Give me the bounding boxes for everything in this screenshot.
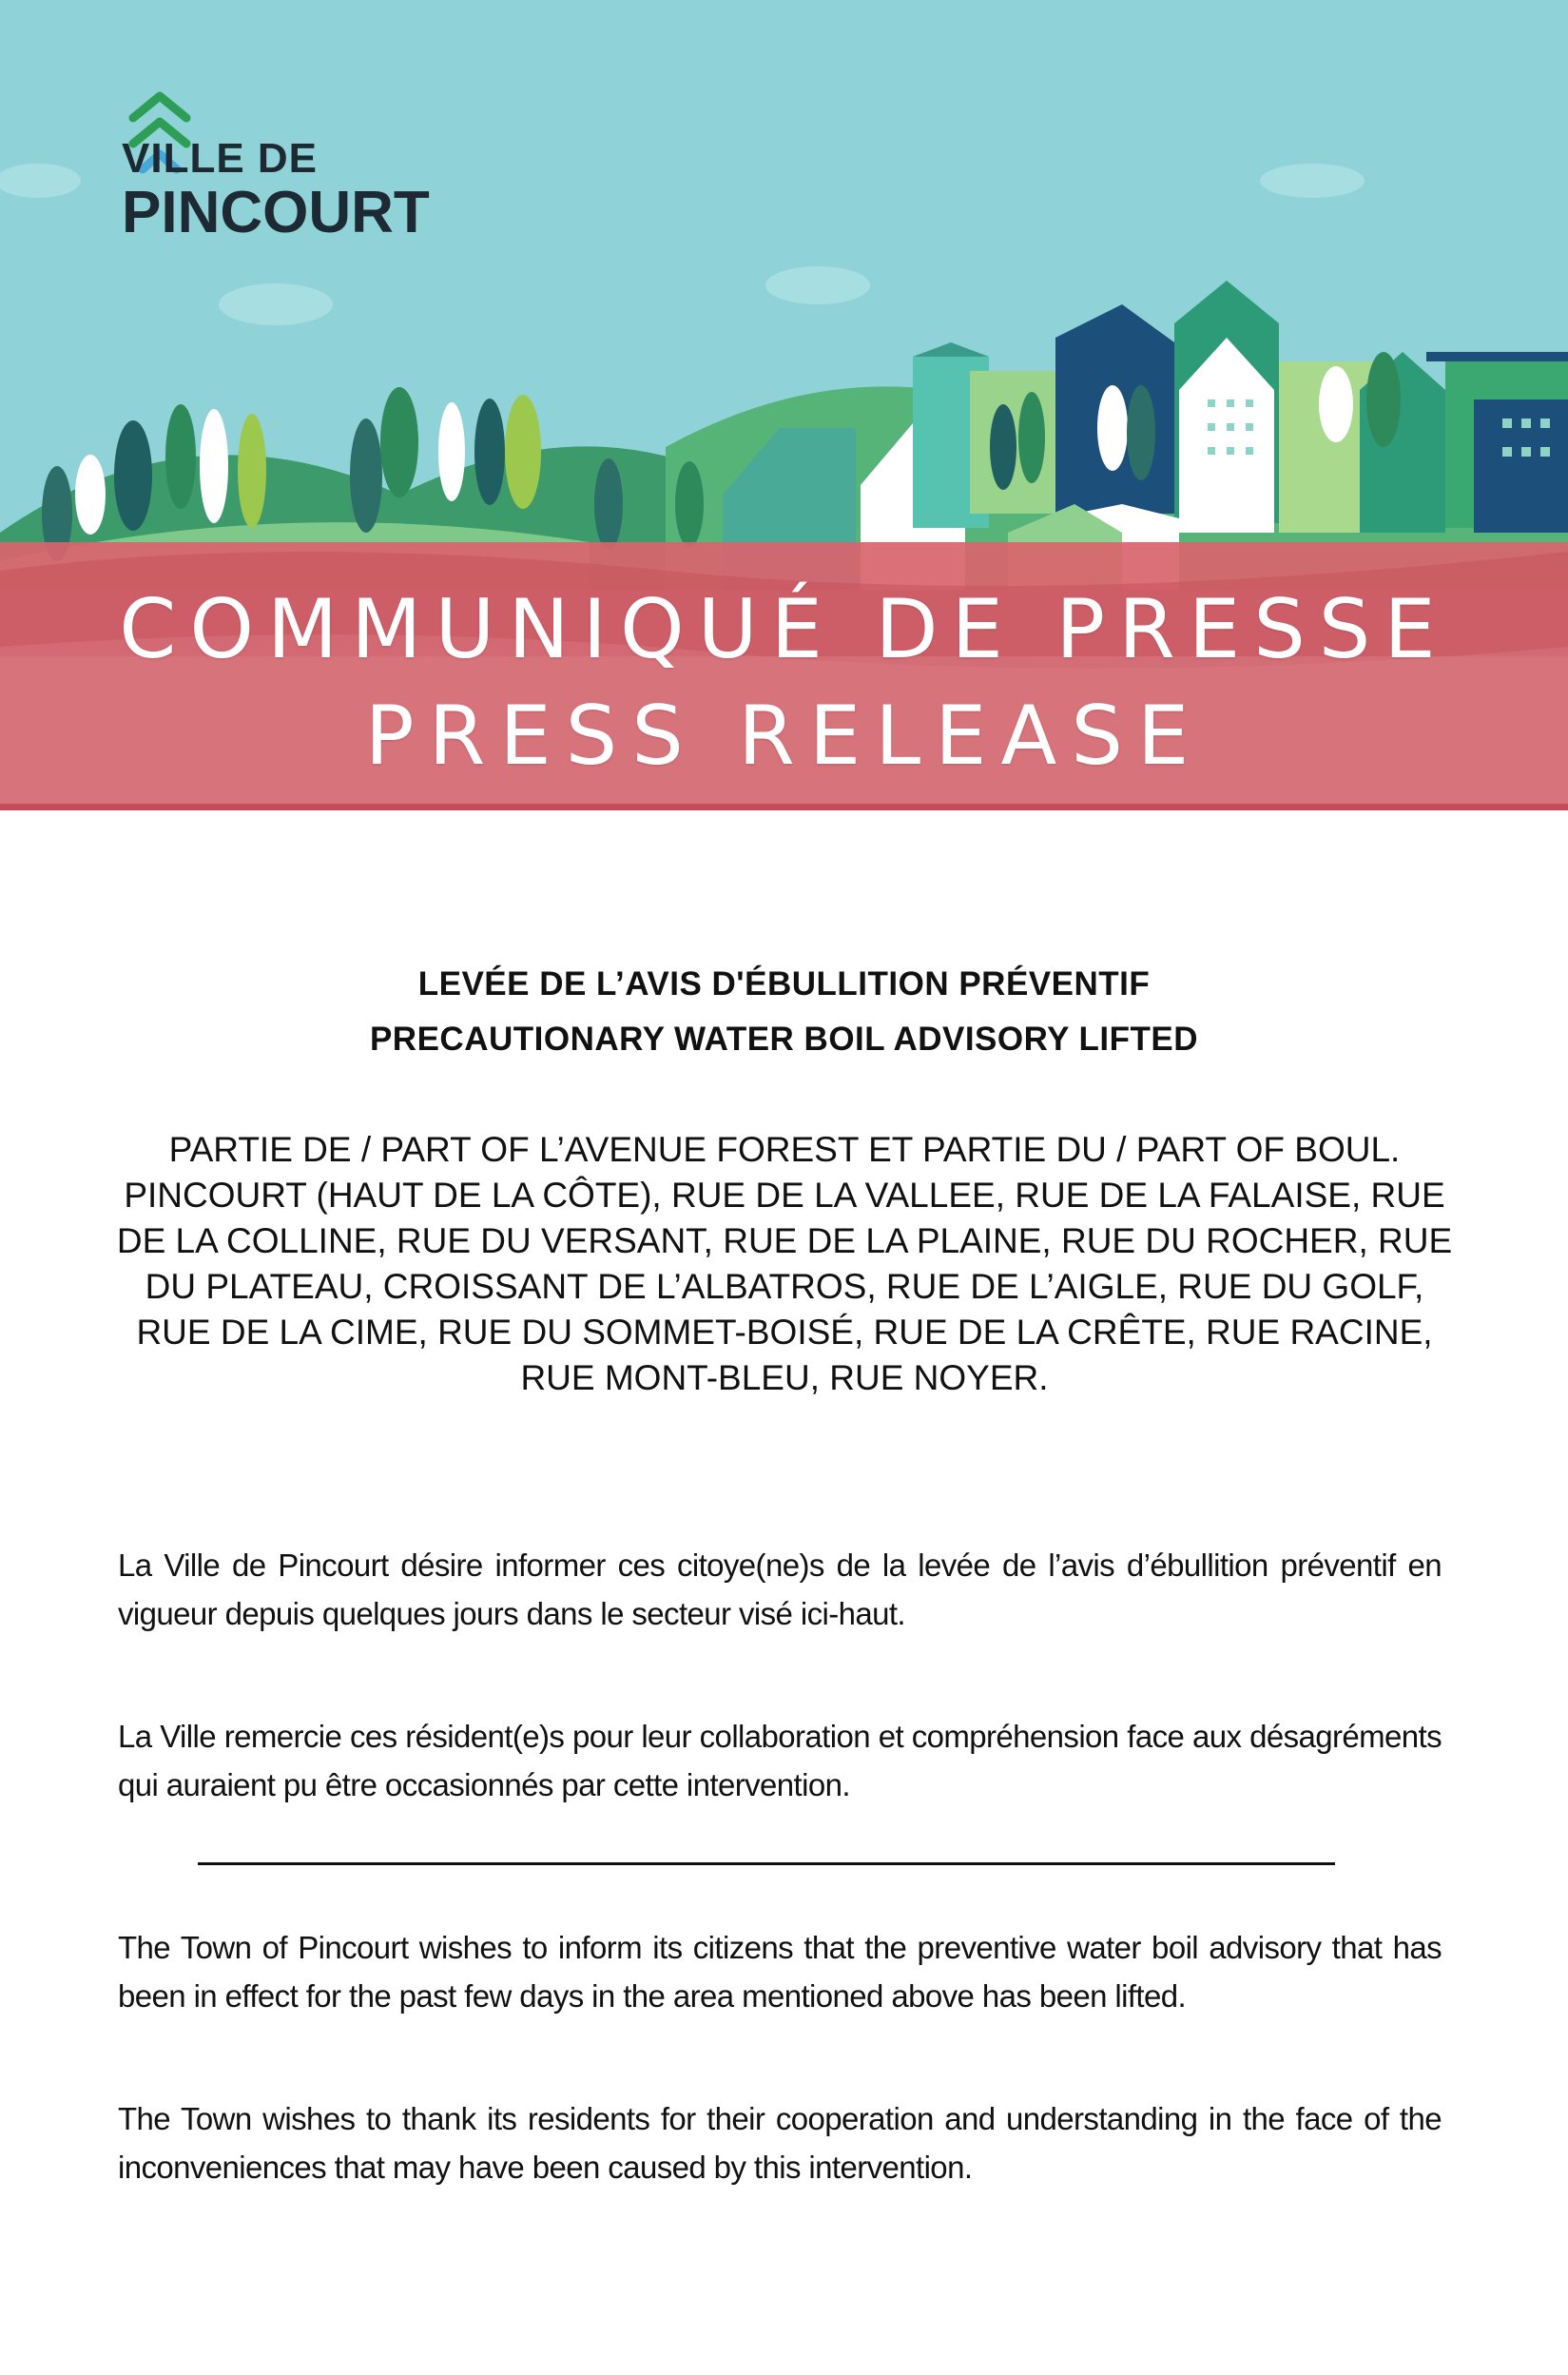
ville-de-pincourt-logo [122, 91, 430, 253]
banner-title-fr: COMMUNIQUÉ DE PRESSE [119, 582, 1449, 677]
logo-text-pincourt: PINCOURT [122, 180, 430, 245]
headline-en: PRECAUTIONARY WATER BOIL ADVISORY LIFTED [369, 1021, 1199, 1058]
header-banner [0, 0, 1568, 810]
paragraph-fr-2: La Ville remercie ces résident(e)s pour leur collaboration et compréhension face aux désagréments qui auraient pu être occasionnés par cette intervention. [118, 1719, 1442, 1802]
headline-fr: LEVÉE DE L’AVIS D'ÉBULLITION PRÉVENTIF [417, 965, 1151, 1003]
banner-title-en: PRESS RELEASE [364, 689, 1204, 784]
paragraph-fr-1: La Ville de Pincourt désire informer ces citoye(ne)s de la levée de l’avis d’ébullition préventif en vigueur depuis quelques jours dans le secteur visé ici-haut. [118, 1548, 1442, 1631]
section-divider [198, 1862, 1335, 1865]
affected-streets: PARTIE DE / PART OF L’AVENUE FOREST ET PARTIE DU / PART OF BOUL. PINCOURT (HAUT DE LA CÔTE), RUE DE LA VALLEE, RUE DE LA FALAISE, RUE DE LA COLLINE, RUE DU VERSANT, RUE DE LA PLAINE, RUE DU ROCHER, RUE DU PLATEAU, CROISSANT DE L’ALBATROS, RUE DE L’AIGLE, RUE DU GOLF, RUE DE LA CIME, RUE DU SOMMET-BOISÉ, RUE DE LA CRÊTE, RUE RACINE, RUE MONT-BLEU, RUE NOYER. [116, 1130, 1453, 1397]
logo-text-ville-de: VILLE DE [122, 135, 319, 182]
paragraph-en-2: The Town wishes to thank its residents for their cooperation and understanding in the face of the inconveniences that may have been caused by this intervention. [118, 2101, 1442, 2185]
paragraph-en-1: The Town of Pincourt wishes to inform its citizens that the preventive water boil advisory that has been in effect for the past few days in the area mentioned above has been lifted. [118, 1930, 1442, 2014]
